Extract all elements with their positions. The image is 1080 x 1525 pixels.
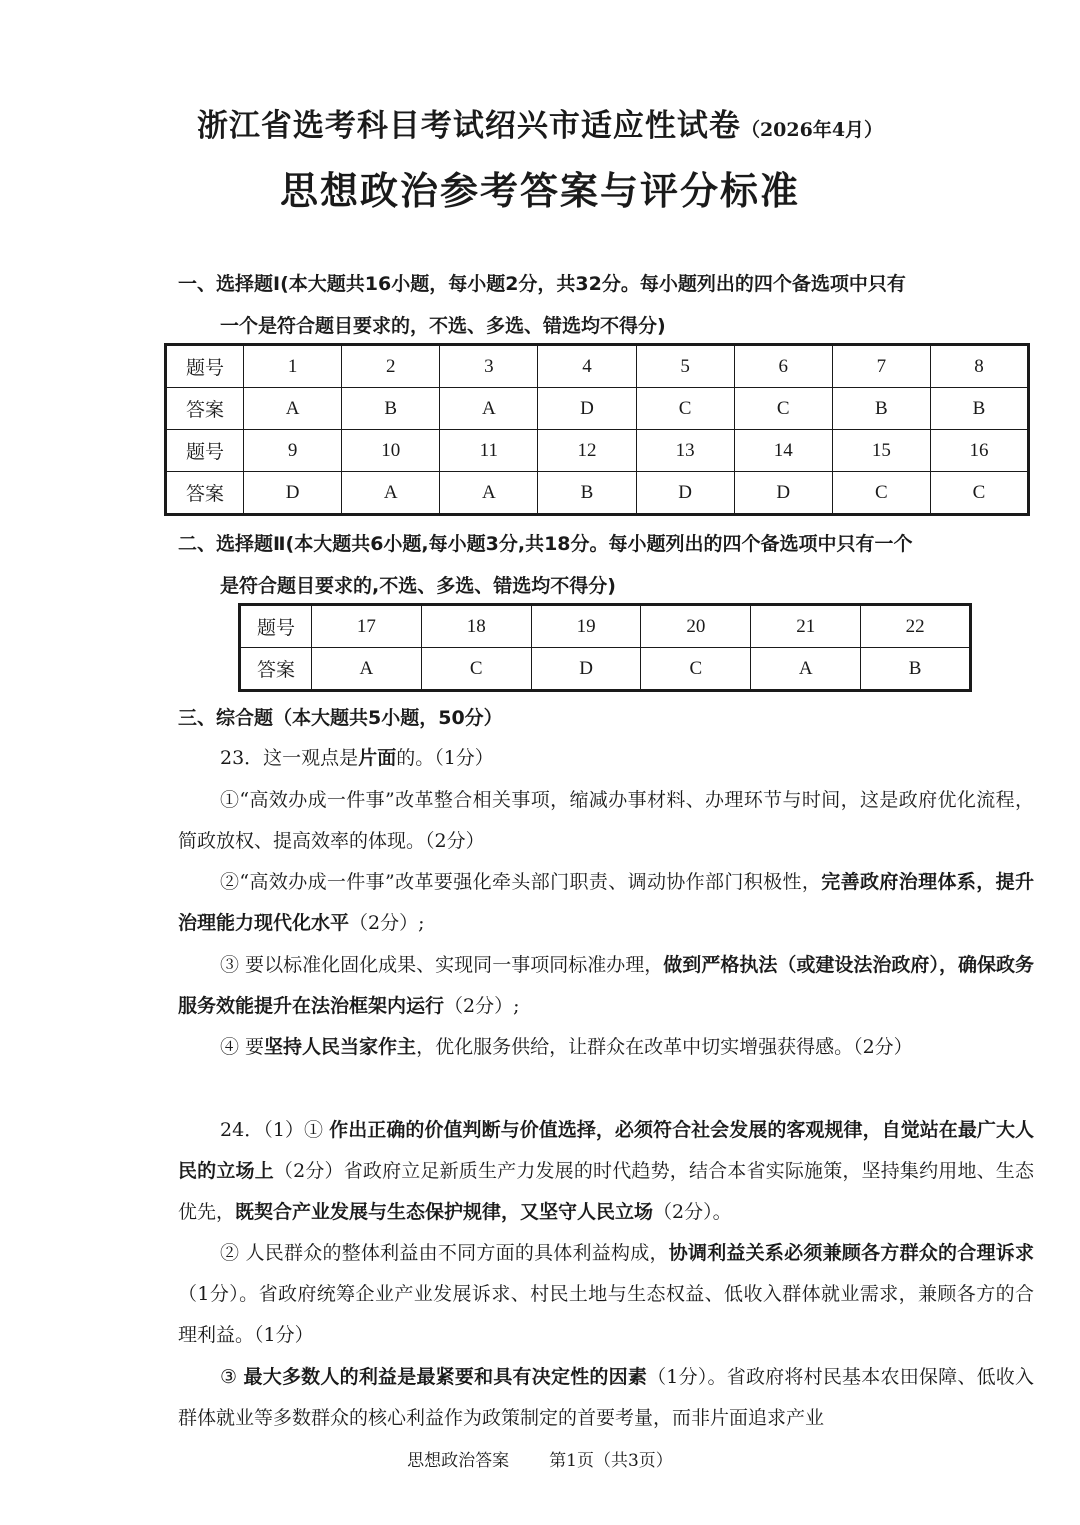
table-row-label: 答案 (166, 388, 244, 430)
q23-point-2: ②“高效办成一件事”改革要强化牵头部门职责、调动协作部门积极性，完善政府治理体系，提升治理能力现代化水平（2分）; (178, 871, 1034, 934)
table-row (166, 345, 1029, 388)
table-cell: 16 (930, 430, 1028, 472)
table-cell: 19 (531, 605, 641, 648)
table-cell: 5 (636, 345, 734, 388)
table-cell: C (734, 388, 832, 430)
table-cell: C (636, 388, 734, 430)
table-cell: 14 (734, 430, 832, 472)
table-cell: A (342, 472, 440, 515)
table-cell: 1 (244, 345, 342, 388)
table-row (166, 472, 1029, 515)
table-cell: 10 (342, 430, 440, 472)
table-cell: B (538, 472, 636, 515)
exam-date: （2026年4月） (740, 119, 884, 141)
q24-point-2: ② 人民群众的整体利益由不同方面的具体利益构成，协调利益关系必须兼顾各方群众的合理诉求（1分）。省政府统筹企业产业发展诉求、村民土地与生态权益、低收入群体就业需求，兼顾各方的合理利益。（1分） (178, 1242, 1034, 1346)
table-cell: D (636, 472, 734, 515)
table-cell: 17 (312, 605, 422, 648)
table-cell: 22 (861, 605, 971, 648)
table-cell: 3 (440, 345, 538, 388)
table-cell: 13 (636, 430, 734, 472)
footer-page-number: 第1页（共3页） (549, 1451, 673, 1471)
table-cell: 6 (734, 345, 832, 388)
q23-intro: 23．这一观点是片面的。（1分） (220, 747, 494, 769)
section1-heading-line1: 一、选择题Ⅰ(本大题共16小题，每小题2分，共32分。每小题列出的四个备选项中只有 (178, 273, 906, 295)
answer-table-1 (164, 343, 1030, 516)
table-cell: 7 (832, 345, 930, 388)
table-cell: 8 (930, 345, 1028, 388)
table-cell: B (930, 388, 1028, 430)
q23-point-4: ④ 要坚持人民当家作主，优化服务供给，让群众在改革中切实增强获得感。（2分） (220, 1036, 913, 1058)
section1-heading-line2: 一个是符合题目要求的，不选、多选、错选均不得分) (220, 315, 666, 337)
page-title: 思想政治参考答案与评分标准 (279, 168, 800, 213)
table-row (240, 605, 971, 648)
table-cell: B (342, 388, 440, 430)
table-cell: D (531, 648, 641, 691)
table-cell: A (244, 388, 342, 430)
table-cell: C (832, 472, 930, 515)
section2-heading-line2: 是符合题目要求的,不选、多选、错选均不得分) (220, 575, 616, 597)
footer-subject: 思想政治答案 (407, 1451, 510, 1471)
table-cell: 2 (342, 345, 440, 388)
table-cell: 15 (832, 430, 930, 472)
table-cell: 20 (641, 605, 751, 648)
table-cell: 11 (440, 430, 538, 472)
table-cell: D (244, 472, 342, 515)
table-row (166, 388, 1029, 430)
table-cell: C (421, 648, 531, 691)
section3-heading: 三、综合题（本大题共5小题，50分） (178, 707, 503, 729)
table-row-label: 题号 (166, 430, 244, 472)
table-cell: 9 (244, 430, 342, 472)
page-footer (0, 1446, 1080, 1471)
table-cell: 12 (538, 430, 636, 472)
q24-point-3: ③ 最大多数人的利益是最紧要和具有决定性的因素（1分）。省政府将村民基本农田保障、低收入群体就业等多数群众的核心利益作为政策制定的首要考量，而非片面追求产业 (178, 1366, 1034, 1429)
exam-title-text: 浙江省选考科目考试绍兴市适应性试卷 (196, 108, 741, 144)
table-cell: D (538, 388, 636, 430)
table-row-label: 题号 (166, 345, 244, 388)
section1-heading (178, 263, 1038, 347)
section2-heading (178, 523, 1038, 607)
exam-title (0, 100, 1080, 145)
table-cell: C (641, 648, 751, 691)
table-cell: A (751, 648, 861, 691)
table-cell: C (930, 472, 1028, 515)
table-cell: 18 (421, 605, 531, 648)
table-cell: B (832, 388, 930, 430)
table-cell: 4 (538, 345, 636, 388)
q23-point-1: ①“高效办成一件事”改革整合相关事项，缩减办事材料、办理环节与时间，这是政府优化流程，简政放权、提高效率的体现。（2分） (178, 789, 1034, 852)
table-cell: 21 (751, 605, 861, 648)
table-cell: A (440, 388, 538, 430)
table-row-label: 答案 (240, 648, 312, 691)
table-cell: B (861, 648, 971, 691)
q23-point-3: ③ 要以标准化固化成果、实现同一事项同标准办理，做到严格执法（或建设法治政府），确保政务服务效能提升在法治框架内运行（2分）; (178, 954, 1034, 1017)
section2-heading-line1: 二、选择题Ⅱ(本大题共6小题,每小题3分,共18分。每小题列出的四个备选项中只有一个 (178, 533, 913, 555)
q24-point-1: 24．（1）① 作出正确的价值判断与价值选择，必须符合社会发展的客观规律，自觉站在最广大人民的立场上（2分）省政府立足新质生产力发展的时代趋势，结合本省实际施策，坚持集约用地、生态优先，既契合产业发展与生态保护规律，又坚守人民立场（2分）。 (178, 1119, 1034, 1223)
table-cell: D (734, 472, 832, 515)
table-cell: A (440, 472, 538, 515)
answer-table-2 (238, 603, 972, 692)
table-row-label: 答案 (166, 472, 244, 515)
table-cell: A (312, 648, 422, 691)
table-row (240, 648, 971, 691)
table-row-label: 题号 (240, 605, 312, 648)
table-row (166, 430, 1029, 472)
